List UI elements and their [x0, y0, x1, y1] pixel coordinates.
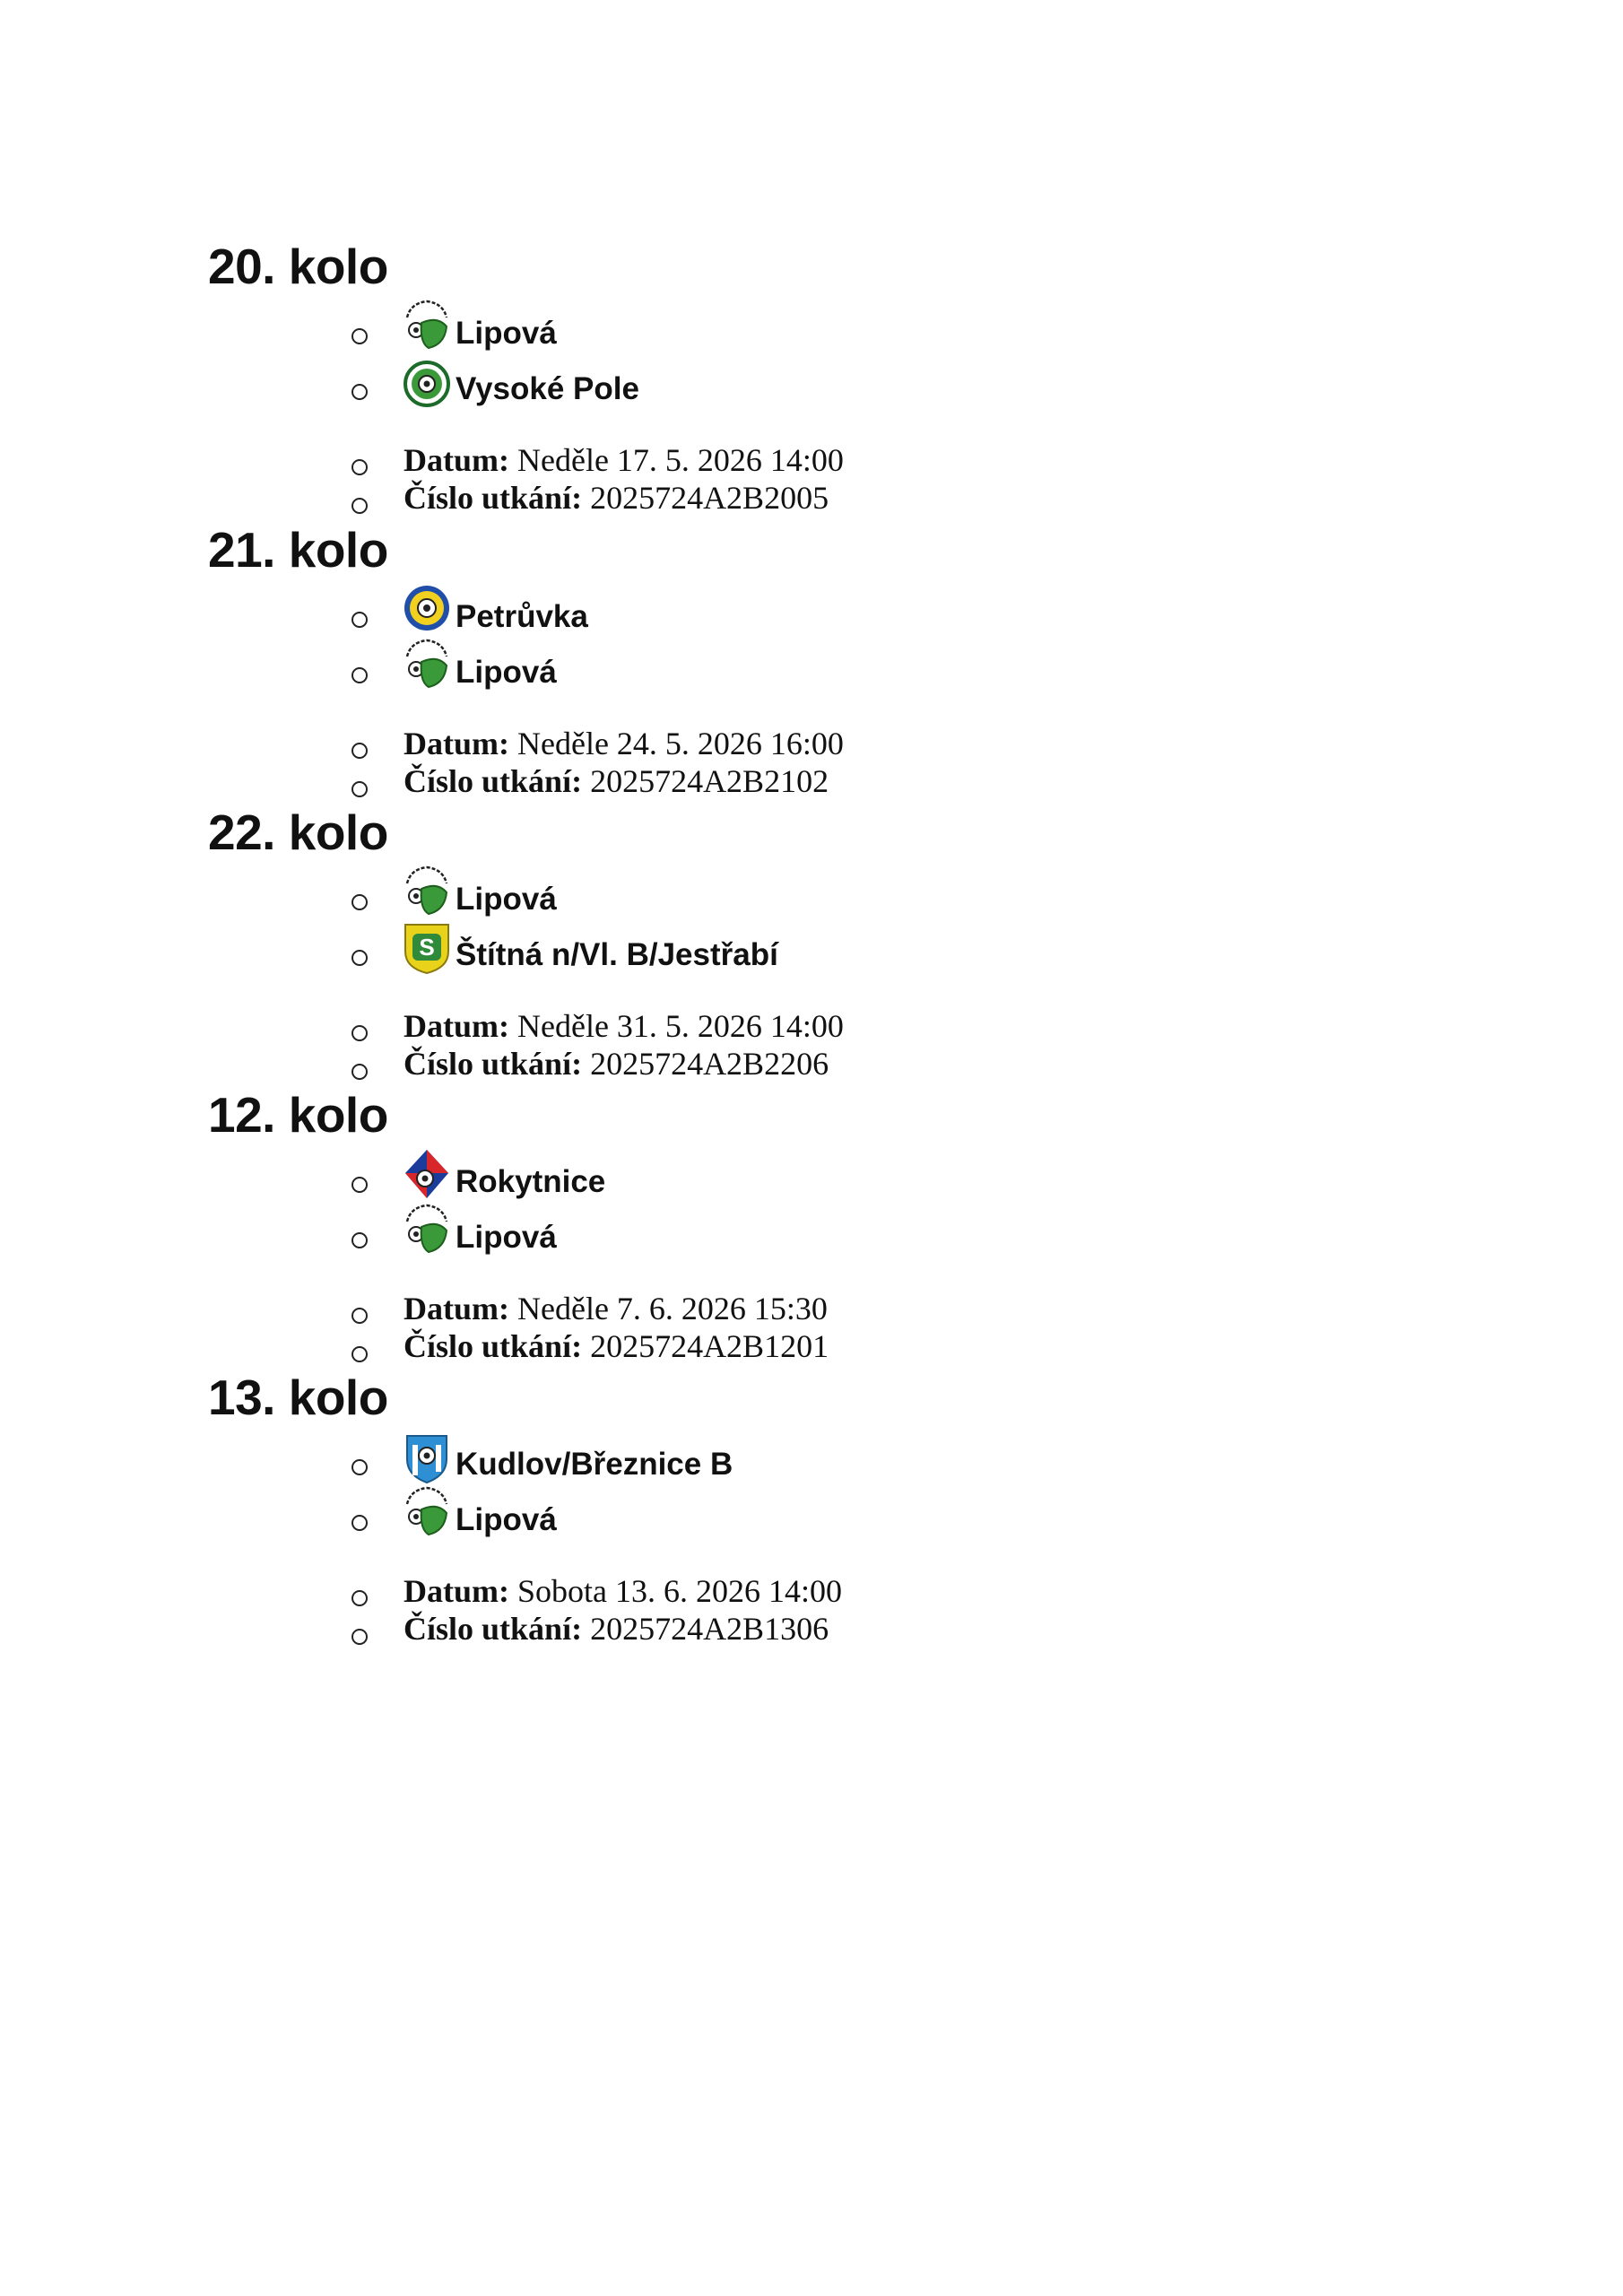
- bullet-icon: [352, 1459, 368, 1475]
- round-title: 12. kolo: [208, 1087, 388, 1143]
- round-title: 13. kolo: [208, 1370, 388, 1425]
- match-number: [404, 1610, 829, 1648]
- bullet-icon: [352, 1025, 368, 1041]
- bullet-icon: [352, 781, 368, 797]
- bullet-icon: [352, 612, 368, 628]
- match-number: [404, 762, 829, 800]
- home-team-name: Lipová: [456, 882, 557, 917]
- bullet-icon: [352, 1064, 368, 1080]
- bullet-icon: [352, 743, 368, 759]
- match-date: [404, 1007, 844, 1045]
- match-number-label: Číslo utkání:: [404, 1328, 583, 1364]
- petruvka-club-crest-icon: [402, 581, 452, 637]
- away-team: [402, 1198, 557, 1257]
- home-team-name: Kudlov/Březnice B: [456, 1447, 733, 1482]
- date-label: Datum:: [404, 1573, 509, 1609]
- home-team-name: Rokytnice: [456, 1164, 606, 1199]
- home-team: [402, 1143, 605, 1202]
- lipova-club-crest-icon: [402, 1202, 452, 1257]
- match-number-label: Číslo utkání:: [404, 1611, 583, 1647]
- home-team-name: Lipová: [456, 316, 557, 351]
- round-title: 22. kolo: [208, 804, 388, 860]
- date-label: Datum:: [404, 1008, 509, 1044]
- vysoke-pole-club-crest-icon: [402, 353, 452, 409]
- home-team: [402, 1425, 733, 1484]
- away-team-name: Vysoké Pole: [456, 371, 639, 406]
- stitna-club-crest-icon: [402, 919, 452, 975]
- bullet-icon: [352, 459, 368, 475]
- round-block: [0, 518, 1623, 802]
- date-value: Neděle 24. 5. 2026 16:00: [516, 726, 844, 761]
- bullet-icon: [352, 384, 368, 400]
- round-block: [0, 1366, 1623, 1649]
- bullet-icon: [352, 1590, 368, 1606]
- match-number: [404, 1327, 829, 1365]
- round-block: [0, 1083, 1623, 1367]
- bullet-icon: [352, 1308, 368, 1324]
- round-block: [0, 235, 1623, 518]
- bullet-icon: [352, 498, 368, 514]
- match-date: [404, 1572, 842, 1610]
- match-number-value: 2025724A2B1306: [590, 1611, 829, 1647]
- match-number-value: 2025724A2B2206: [590, 1046, 829, 1082]
- home-team: [402, 578, 588, 637]
- away-team-name: Štítná n/Vl. B/Jestřabí: [456, 937, 778, 972]
- away-team-name: Lipová: [456, 1220, 557, 1255]
- date-value: Neděle 7. 6. 2026 15:30: [516, 1291, 828, 1326]
- date-label: Datum:: [404, 1291, 509, 1326]
- date-label: Datum:: [404, 442, 509, 478]
- lipova-club-crest-icon: [402, 637, 452, 692]
- away-team-name: Lipová: [456, 1502, 557, 1537]
- bullet-icon: [352, 950, 368, 966]
- away-team: [402, 1481, 557, 1540]
- kudlov-club-crest-icon: [402, 1429, 452, 1484]
- home-team: [402, 294, 557, 353]
- lipova-club-crest-icon: [402, 864, 452, 919]
- away-team: [402, 916, 778, 975]
- bullet-icon: [352, 1629, 368, 1645]
- round-title: 20. kolo: [208, 239, 388, 294]
- svg-text:S: S: [419, 934, 435, 961]
- match-number-label: Číslo utkání:: [404, 1046, 583, 1082]
- away-team-name: Lipová: [456, 655, 557, 690]
- lipova-club-crest-icon: [402, 1484, 452, 1540]
- match-number: [404, 1045, 829, 1083]
- round-title: 21. kolo: [208, 522, 388, 578]
- match-date: [404, 725, 844, 762]
- bullet-icon: [352, 1232, 368, 1248]
- date-label: Datum:: [404, 726, 509, 761]
- match-number-value: 2025724A2B1201: [590, 1328, 829, 1364]
- match-date: [404, 1290, 828, 1327]
- bullet-icon: [352, 894, 368, 910]
- match-number: [404, 479, 829, 517]
- bullet-icon: [352, 1346, 368, 1362]
- match-number-value: 2025724A2B2102: [590, 763, 829, 799]
- match-number-label: Číslo utkání:: [404, 480, 583, 516]
- home-team: [402, 860, 557, 919]
- home-team-name: Petrůvka: [456, 599, 588, 634]
- date-value: Sobota 13. 6. 2026 14:00: [516, 1573, 842, 1609]
- away-team: [402, 633, 557, 692]
- date-value: Neděle 17. 5. 2026 14:00: [516, 442, 844, 478]
- bullet-icon: [352, 1177, 368, 1193]
- rokytnice-club-crest-icon: [402, 1146, 452, 1202]
- match-date: [404, 441, 844, 479]
- away-team: [402, 350, 639, 409]
- round-block: [0, 801, 1623, 1084]
- bullet-icon: [352, 1515, 368, 1531]
- bullet-icon: [352, 667, 368, 683]
- match-number-value: 2025724A2B2005: [590, 480, 829, 516]
- match-number-label: Číslo utkání:: [404, 763, 583, 799]
- date-value: Neděle 31. 5. 2026 14:00: [516, 1008, 844, 1044]
- bullet-icon: [352, 328, 368, 344]
- lipova-club-crest-icon: [402, 298, 452, 353]
